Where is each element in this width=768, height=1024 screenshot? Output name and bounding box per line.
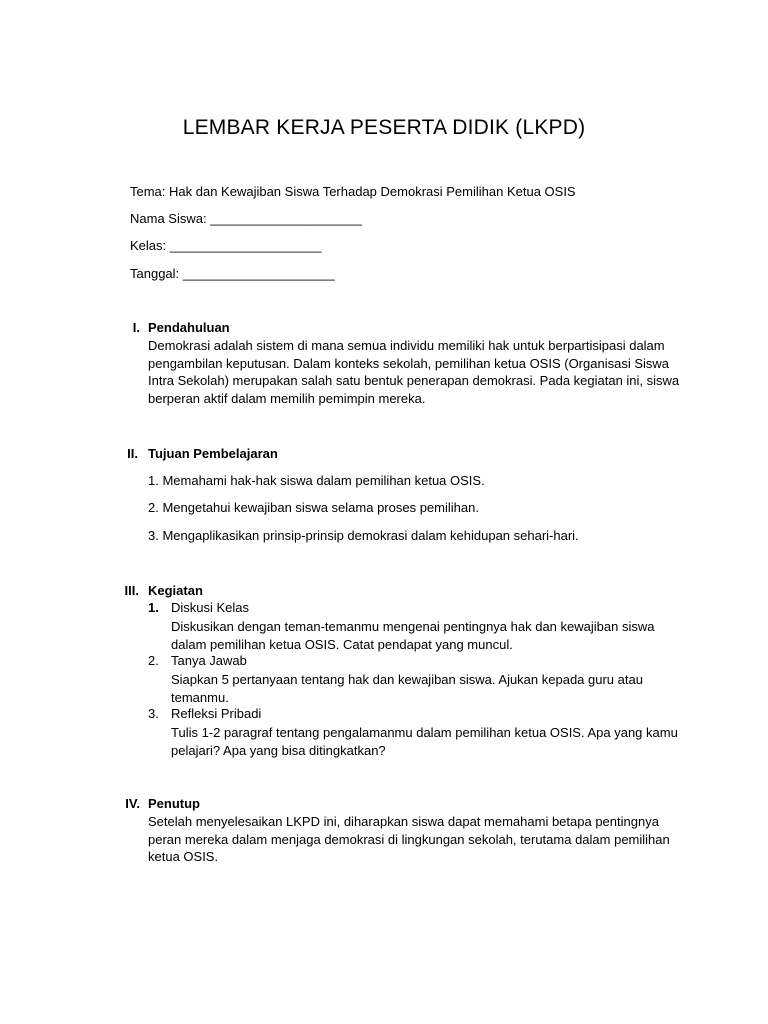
list-item: 3. Mengaplikasikan prinsip-prinsip demokrasi dalam kehidupan sehari-hari. [148,528,579,543]
section-heading-pendahuluan: Pendahuluan [148,320,230,335]
activity-title: Refleksi Pribadi [171,706,262,721]
tanggal-field: Tanggal: _____________________ [130,266,335,281]
section-heading-kegiatan: Kegiatan [148,583,203,598]
paragraph-line: peran mereka dalam menjaga demokrasi di lingkungan sekolah, terutama dalam pemilihan [148,831,670,847]
paragraph-line: pelajari? Apa yang bisa ditingkatkan? [171,742,386,758]
list-item: 2. Mengetahui kewajiban siswa selama proses pemilihan. [148,500,479,515]
activity-number: 2. [148,653,159,668]
activity-number: 3. [148,706,159,721]
paragraph-line: Setelah menyelesaikan LKPD ini, diharapkan siswa dapat memahami betapa pentingnya [148,814,659,829]
list-item: 1. Memahami hak-hak siswa dalam pemilihan ketua OSIS. [148,473,485,488]
activity-description [171,724,681,759]
activity-title: Diskusi Kelas [171,600,250,615]
paragraph-line: ketua OSIS. [148,849,219,864]
section-numeral: II. [127,446,138,461]
paragraph-line: temanmu. [171,689,229,705]
kelas-field: Kelas: _____________________ [130,238,322,253]
section-numeral: IV. [125,796,140,811]
activity-description [171,671,681,706]
paragraph-line: Siapkan 5 pertanyaan tentang hak dan kewajiban siswa. Ajukan kepada guru atau [171,672,643,687]
penutup-paragraph [148,813,688,866]
activity-number: 1. [148,600,159,615]
page-title: LEMBAR KERJA PESERTA DIDIK (LKPD) [182,116,586,139]
section-heading-tujuan: Tujuan Pembelajaran [148,446,278,461]
paragraph-line: dalam pemilihan ketua OSIS. Catat pendapat yang muncul. [171,636,513,652]
paragraph-line: pengambilan keputusan. Dalam konteks sekolah, pemilihan ketua OSIS (Organisasi Siswa [148,355,669,371]
section-heading-penutup: Penutup [148,796,200,811]
activity-title: Tanya Jawab [171,653,247,668]
pendahuluan-paragraph [148,337,688,407]
nama-siswa-field: Nama Siswa: _____________________ [130,211,363,226]
section-numeral: III. [124,583,139,598]
paragraph-line: Diskusikan dengan teman-temanmu mengenai pentingnya hak dan kewajiban siswa [171,619,655,634]
paragraph-line: Demokrasi adalah sistem di mana semua individu memiliki hak untuk berpartisipasi dalam [148,338,665,353]
section-numeral: I. [132,320,140,335]
paragraph-line: berperan aktif dalam memilih pemimpin mereka. [148,390,426,406]
paragraph-line: Intra Sekolah) merupakan salah satu bentuk penerapan demokrasi. Pada kegiatan ini, siswa [148,373,680,388]
tema-line: Tema: Hak dan Kewajiban Siswa Terhadap Demokrasi Pemilihan Ketua OSIS [130,184,576,199]
activity-description [171,618,681,653]
paragraph-line: Tulis 1-2 paragraf tentang pengalamanmu dalam pemilihan ketua OSIS. Apa yang kamu [171,725,678,740]
